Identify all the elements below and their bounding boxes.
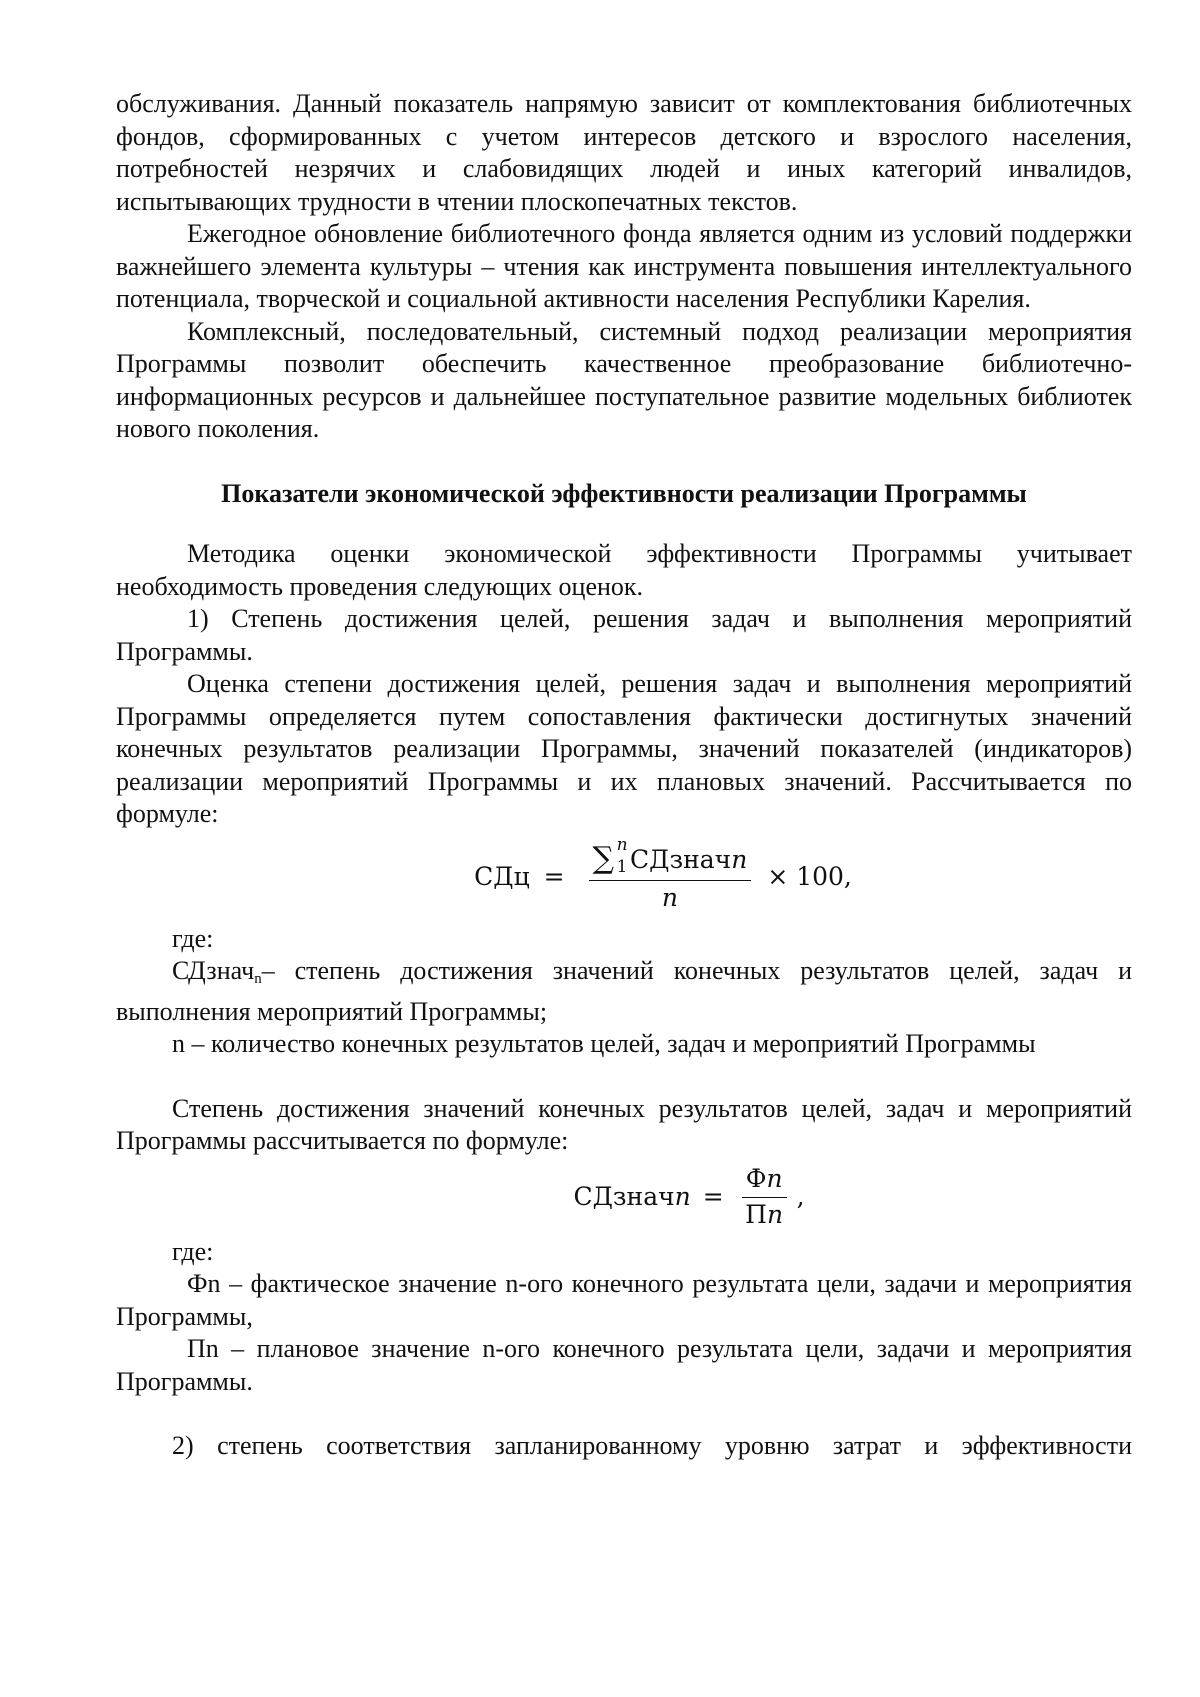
definition-sdznach: СДзнач$_n$– степень достижения значений конечных результатов целей, задач и выполнения мероприятий Программы; <box>116 956 1132 1026</box>
document-page <box>116 88 1132 1463</box>
section-heading: Показатели экономической эффективности реализации Программы <box>221 478 1027 508</box>
formula-goal-achievement <box>194 831 1132 923</box>
formula-1-fraction <box>589 835 752 912</box>
paragraph-complex-approach: Комплексный, последовательный, системный подход реализации мероприятия Программы позволит обеспечить качественное преобразование библиотечно-информационных ресурсов и дальнейшее поступательное развитие модельных библиотек нового поколения. <box>116 316 1132 443</box>
formula-1-lhs: СДц <box>474 862 530 891</box>
formula-1-multiplier: × 100, <box>767 862 852 891</box>
formula-2-lhs: СДзначn <box>573 1182 691 1211</box>
paragraph-methodology: Методика оценки экономической эффективности Программы учитывает необходимость проведения следующих оценок. <box>116 539 1132 601</box>
formula-1-equals: = <box>543 862 565 891</box>
definition-fn: Фn – фактическое значение n-ого конечного результата цели, задачи и мероприятия Программы, <box>116 1269 1132 1331</box>
formula-2-equals: = <box>702 1182 724 1211</box>
definition-n: n – количество конечных результатов целей, задач и мероприятий Программы <box>172 1029 1036 1058</box>
paragraph-library-funds: обслуживания. Данный показатель напрямую зависит от комплектования библиотечных фондов, сформированных с учетом интересов детского и взрослого населения, потребностей незрячих и слабовидящих людей и иных категорий инвалидов, испытывающих трудности в чтении плоскопечатных текстов. <box>116 89 1132 216</box>
formula-1-denominator: n <box>661 883 678 912</box>
formula-2-comma: , <box>796 1182 805 1211</box>
formula-2-fraction <box>742 1164 787 1229</box>
paragraph-assessment: Оценка степени достижения целей, решения задач и выполнения мероприятий Программы определяется путем сопоставления фактически достигнутых значений конечных результатов реализации Программы, значений показателей (индикаторов) реализации мероприятий Программы и их плановых значений. Рассчитывается по формуле: <box>116 669 1132 828</box>
sum-symbol: ∑ n 1 <box>592 835 628 877</box>
paragraph-item-1: 1) Степень достижения целей, решения задач и выполнения мероприятий Программы. <box>116 604 1132 666</box>
where-label-2: где: <box>172 1236 214 1266</box>
formula-2-numerator: Фn <box>742 1164 787 1198</box>
formula-value-achievement <box>246 1158 1132 1236</box>
paragraph-degree-formula: Степень достижения значений конечных результатов целей, задач и мероприятий Программы рассчитывается по формуле: <box>116 1093 1132 1155</box>
paragraph-item-2: 2) степень соответствия запланированному уровню затрат и эффективности <box>172 1431 1132 1460</box>
formula-1-numerator: ∑ n 1 СДзначn <box>589 841 752 881</box>
formula-2-denominator: Пn <box>745 1200 784 1229</box>
definition-pn: Пn – плановое значение n-ого конечного результата цели, задачи и мероприятия Программы. <box>116 1334 1132 1396</box>
paragraph-annual-update: Ежегодное обновление библиотечного фонда является одним из условий поддержки важнейшего элемента культуры – чтения как инструмента повышения интеллектуального потенциала, творческой и социальной активности населения Республики Карелия. <box>116 219 1132 313</box>
where-label-1: где: <box>172 923 214 953</box>
